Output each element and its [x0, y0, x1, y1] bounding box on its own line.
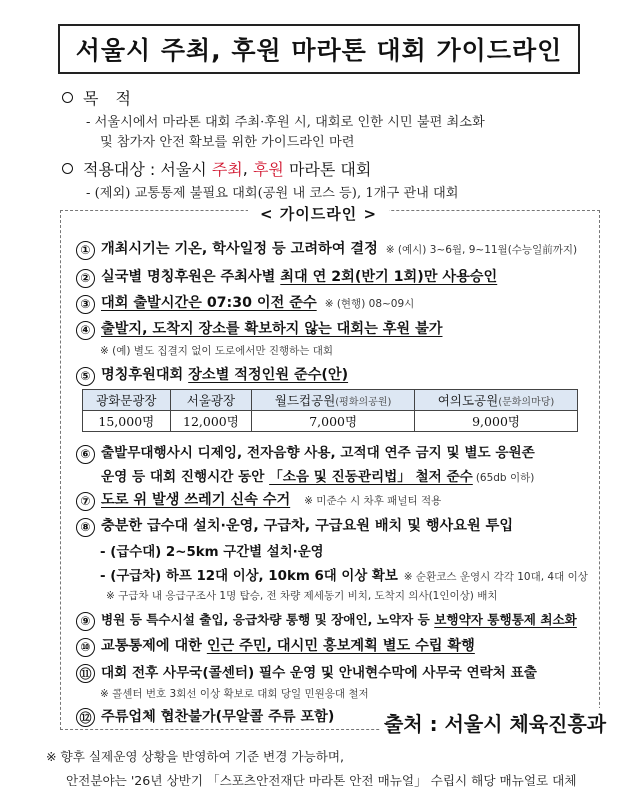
item-text: 교통통제에 대한	[101, 638, 207, 654]
circle-bullet-icon	[62, 92, 73, 103]
purpose-line-1: - 서울시에서 마라톤 대회 주최·후원 시, 대회로 인한 시민 불편 최소화	[86, 115, 485, 130]
table-header-cell: 서울광장	[170, 390, 252, 411]
guideline-item-4	[76, 318, 442, 339]
item-text-underlined: 「소음 및 진동관리법」 철저 준수	[269, 469, 473, 485]
table-row	[83, 411, 578, 432]
item-text-underlined: 최대 연 2회(반기 1회)만 사용승인	[280, 269, 498, 285]
item-number: ①	[76, 241, 95, 260]
item-number: ⑫	[76, 708, 95, 727]
item-number: ⑪	[76, 664, 95, 683]
item-text-underlined: 대회 출발시간은 07:30 이전 준수	[101, 295, 317, 311]
item-text: 개최시기는 기온, 학사일정 등 고려하여 결정	[101, 241, 378, 257]
item-note: ※ (현행) 08~09시	[324, 298, 415, 310]
item-text: 출발무대행사시 디제잉, 전자음향 사용, 고적대 연주 금지 및 별도 응원존	[101, 445, 535, 461]
guideline-item-7	[76, 489, 441, 510]
item-text: 충분한 급수대 설치·운영, 구급차, 구급요원 배치 및 행사요원 투입	[101, 518, 514, 534]
ambulance-text: - (구급차) 하프 12대 이상, 10km 6대 이상 확보	[100, 569, 398, 584]
venue-capacity-table	[82, 389, 578, 432]
ambulance-note: ※ 순환코스 운영시 각각 10대, 4대 이상	[403, 571, 588, 583]
table-header-cell: 여의도공원(문화의마당)	[415, 390, 578, 411]
item-number: ⑩	[76, 638, 95, 657]
item-number: ⑦	[76, 492, 95, 511]
item-number: ⑨	[76, 612, 95, 631]
guideline-item-6-line-2	[101, 465, 534, 485]
table-header-row	[83, 390, 578, 411]
source-credit: 출처 : 서울시 체육진흥과	[380, 708, 610, 737]
item-text: 실국별 명칭후원은 주최사별	[101, 269, 281, 285]
guideline-item-1	[76, 238, 577, 259]
scope-label-prefix: 적용대상 : 서울시	[83, 160, 212, 179]
scope-separator: ,	[242, 159, 253, 178]
ambulance-line	[100, 565, 588, 584]
item-note: ※ 미준수 시 차후 패널티 적용	[304, 495, 442, 507]
scope-label-suffix: 마라톤 대회	[283, 160, 372, 179]
item-note: (65db 이하)	[475, 472, 535, 484]
scope-exclusion-line: - (제외) 교통통제 불필요 대회(공원 내 코스 등), 1개구 관내 대회	[86, 186, 459, 201]
item-number: ③	[76, 295, 95, 314]
item-number: ②	[76, 269, 95, 288]
item-11-note: ※ 콜센터 번호 3회선 이상 확보로 대회 당일 민원응대 철저	[100, 688, 369, 700]
scope-highlight-host: 주최	[211, 160, 243, 179]
guideline-item-10	[76, 635, 475, 656]
item-4-note: ※ (예) 별도 집결지 없이 도로에서만 진행하는 대회	[100, 345, 334, 357]
item-note: ※ (예시) 3~6월, 9~11월(수능일前까지)	[385, 244, 578, 256]
table-cell: 15,000명	[83, 411, 171, 432]
page-title: 서울시 주최, 후원 마라톤 대회 가이드라인	[58, 24, 580, 74]
item-text: 주류업체 협찬불가(무알콜 주류 포함)	[101, 709, 335, 725]
table-header-cell: 월드컵공원(평화의공원)	[252, 390, 415, 411]
purpose-line-2: 및 참가자 안전 확보를 위한 가이드라인 마련	[100, 135, 355, 150]
footer-note-1: ※ 향후 실제운영 상황을 반영하여 기준 변경 가능하며,	[46, 749, 345, 764]
table-cell: 12,000명	[170, 411, 252, 432]
item-number: ⑤	[76, 367, 95, 386]
guideline-title: < 가이드라인 >	[248, 203, 389, 224]
scope-highlight-sponsor: 후원	[252, 160, 284, 179]
guideline-item-9	[76, 609, 577, 630]
guideline-item-12	[76, 706, 334, 726]
circle-bullet-icon	[62, 163, 73, 174]
footer-note-2: 안전분야는 '26년 상반기 「스포츠안전재단 마라톤 안전 매뉴얼」 수립시 해당 매뉴얼로 대체	[66, 773, 577, 788]
guideline-item-3	[76, 292, 414, 313]
table-header-cell: 광화문광장	[83, 390, 171, 411]
ambulance-note-2: ※ 구급차 내 응급구조사 1명 탑승, 전 차량 제세동기 비치, 도착지 의사(1인이상) 배치	[106, 590, 498, 602]
item-number: ⑥	[76, 445, 95, 464]
item-number: ⑧	[76, 518, 95, 537]
item-text-underlined: 보행약자 통행통제 최소화	[434, 612, 577, 627]
guideline-item-6	[76, 441, 535, 463]
scope-heading	[62, 157, 371, 180]
item-number: ④	[76, 321, 95, 340]
item-text: 운영 등 대회 진행시간 동안	[101, 469, 270, 485]
purpose-label: 목 적	[83, 89, 137, 108]
item-text-underlined: 인근 주민, 대시민 홍보계획 별도 수립 확행	[206, 638, 475, 654]
item-text-underlined: 출발지, 도착지 장소를 확보하지 않는 대회는 후원 불가	[101, 321, 443, 337]
item-text-underlined: 장소별 적정인원 준수(안)	[188, 367, 349, 383]
purpose-heading	[62, 86, 137, 109]
table-cell: 7,000명	[252, 411, 415, 432]
item-text: 명칭후원대회	[101, 367, 189, 383]
guideline-item-5	[76, 364, 348, 385]
item-text: 대회 전후 사무국(콜센터) 필수 운영 및 안내현수막에 사무국 연락처 표출	[101, 665, 537, 681]
table-cell: 9,000명	[415, 411, 578, 432]
guideline-item-8	[76, 515, 513, 536]
item-text: 병원 등 특수시설 출입, 응급차량 통행 및 장애인, 노약자 등	[101, 612, 435, 627]
water-station-line: - (급수대) 2~5km 구간별 설치·운영	[100, 545, 324, 560]
guideline-item-11	[76, 661, 537, 682]
item-text-underlined: 도로 위 발생 쓰레기 신속 수거	[101, 492, 291, 508]
guideline-item-2	[76, 266, 497, 287]
